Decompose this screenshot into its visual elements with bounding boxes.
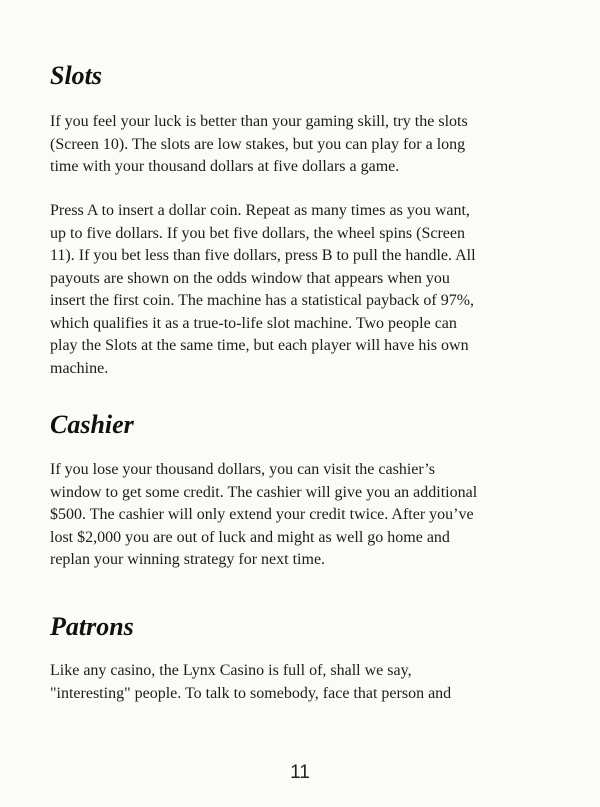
text-line: play the Slots at the same time, but each player will have his own [50,337,469,354]
slots-heading: Slots [50,61,103,90]
text-line: lost $2,000 you are out of luck and might as well go home and [50,528,450,546]
text-line: 11). If you bet less than five dollars, press B to pull the handle. All [50,247,476,264]
text-line: Press A to insert a dollar coin. Repeat as many times as you want, [50,202,470,219]
slots-paragraph-2 [50,200,550,380]
text-line: time with your thousand dollars at five dollars a game. [50,158,400,175]
cashier-heading: Cashier [50,410,134,439]
text-line: If you lose your thousand dollars, you can visit the cashier’s [50,461,435,478]
page-number: 11 [290,762,310,783]
text-line: payouts are shown on the odds window that appears when you [50,269,450,287]
slots-paragraph-1 [50,111,550,179]
text-line: If you feel your luck is better than your gaming skill, try the slots [50,113,468,130]
text-line: machine. [50,359,109,377]
text-line: insert the first coin. The machine has a statistical payback of 97%, [50,292,475,309]
text-line: "interesting" people. To talk to somebody, face that person and [50,684,452,702]
text-line: window to get some credit. The cashier will give you an additional [50,483,478,501]
text-line: $500. The cashier will only extend your credit twice. After you’ve [50,506,474,523]
text-line: (Screen 10). The slots are low stakes, but you can play for a long [50,135,466,153]
text-line: replan your winning strategy for next time. [50,551,326,568]
text-line: which qualifies it as a true-to-life slot machine. Two people can [50,314,457,332]
text-line: Like any casino, the Lynx Casino is full of, shall we say, [50,662,412,679]
text-line: up to five dollars. If you bet five dollars, the wheel spins (Screen [50,224,465,242]
patrons-paragraph [50,660,550,705]
cashier-paragraph [50,459,550,572]
patrons-heading: Patrons [50,612,134,641]
